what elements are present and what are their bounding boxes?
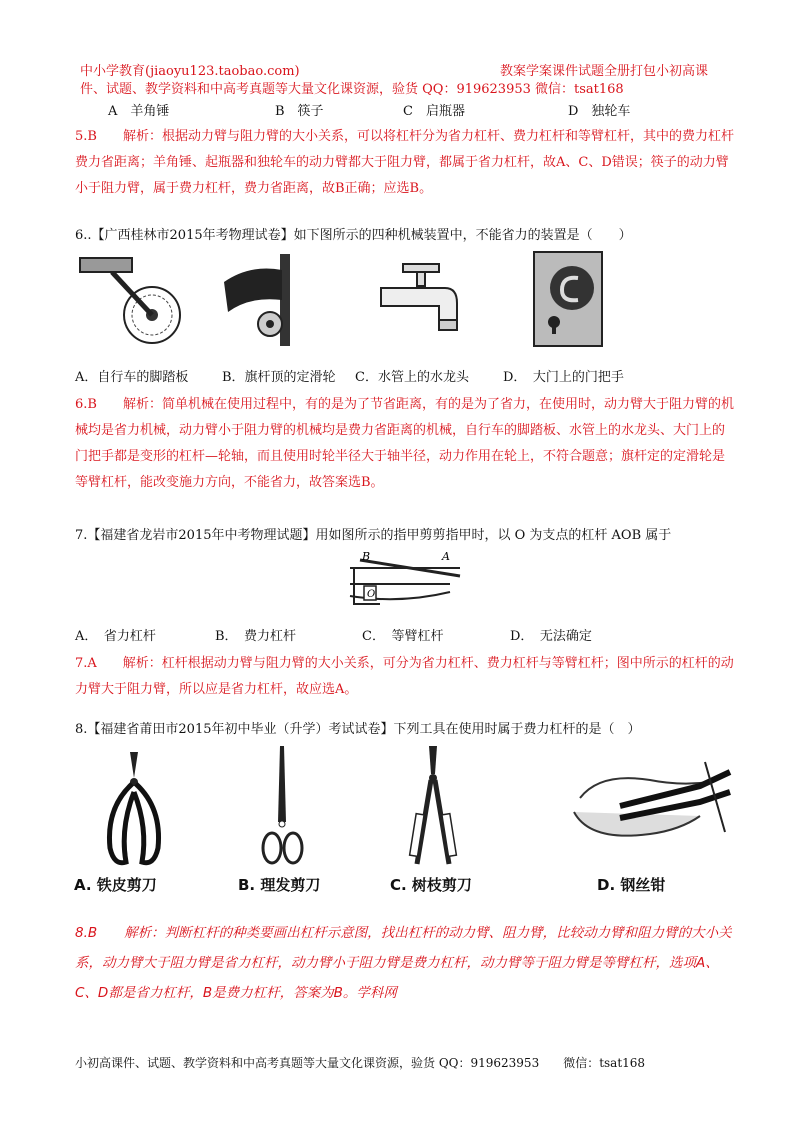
label-b: B — [362, 550, 371, 563]
q8-caption-d: D. 钢丝钳 — [597, 876, 666, 894]
q8-caption-a: A. 铁皮剪刀 — [74, 876, 157, 894]
hair-scissors-figure — [258, 744, 308, 869]
flagpole-pulley-figure — [220, 252, 305, 347]
q8-stem: 8.【福建省莆田市2015年初中毕业（升学）考试试卷】下列工具在使用时属于费力杠杆的是（ ） — [75, 722, 641, 737]
label-o: O — [367, 589, 376, 600]
q7-option-c: C． 等臂杠杆 — [362, 629, 444, 644]
nail-clipper-figure — [340, 548, 470, 616]
tin-snips-figure — [100, 748, 170, 868]
q8-caption-c: C. 树枝剪刀 — [390, 876, 472, 894]
q7-option-a: A． 省力杠杆 — [75, 629, 156, 644]
q5-option-d: D 独轮车 — [568, 104, 631, 119]
q7-option-b: B． 费力杠杆 — [215, 629, 297, 644]
door-handle-figure — [532, 250, 604, 348]
q5-option-c: C 启瓶器 — [403, 104, 465, 119]
branch-shears-figure — [405, 744, 460, 869]
footer-text: 小初高课件、试题、教学资料和中高考真题等大量文化课资源，验货 QQ：919623953 微信：tsat168 — [75, 1056, 646, 1070]
q6-stem: 6..【广西桂林市2015年考物理试卷】如下图所示的四种机械装置中，不能省力的装置是（ ） — [75, 228, 632, 243]
q8-answer: 8.B 解析：判断杠杆的种类要画出杠杆示意图，找出杠杆的动力臂、阻力臂，比较动力臂和阻力臂的大小关系，动力臂大于阻力臂是省力杠杆，动力臂小于阻力臂是费力杠杆，动力臂等于阻力臂是等臂杠杆，选项A、C、D都是省力杠杆，B是费力杠杆，答案为B。学科网 — [75, 925, 732, 1001]
q5-option-b: B 筷子 — [275, 104, 324, 119]
label-a: A — [442, 550, 450, 563]
q7-option-d: D． 无法确定 — [510, 629, 592, 644]
q7-stem: 7.【福建省龙岩市2015年中考物理试题】用如图所示的指甲剪剪指甲时，以 O 为支点的杠杆 AOB 属于 — [75, 528, 672, 543]
q6-option-a: A．自行车的脚踏板 — [75, 370, 189, 385]
wire-pliers-figure — [560, 752, 740, 857]
q6-option-c: C．水管上的水龙头 — [355, 370, 469, 385]
header-left: 中小学教育(jiaoyu123.taobao.com) — [80, 64, 300, 79]
bicycle-pedal-figure — [72, 250, 192, 350]
q6-option-b: B．旗杆顶的定滑轮 — [222, 370, 336, 385]
q5-option-a: A 羊角锤 — [108, 104, 170, 119]
header-line2: 件、试题、教学资料和中高考真题等大量文化课资源，验货 QQ：919623953 微信：tsat168 — [80, 82, 624, 97]
q5-answer: 5.B 解析：根据动力臂与阻力臂的大小关系，可以将杠杆分为省力杠杆、费力杠杆和等臂杠杆，其中的费力杠杆费力省距离；羊角锤、起瓶器和独轮车的动力臂都大于阻力臂，都属于省力杠杆，故A、C、D错误；筷子的动力臂小于阻力臂，属于费力杠杆，费力省距离，故B正确；应选B。 — [75, 129, 734, 196]
q7-answer: 7.A 解析：杠杆根据动力臂与阻力臂的大小关系，可分为省力杠杆、费力杠杆与等臂杠杆；图中所示的杠杆的动力臂大于阻力臂，所以应是省力杠杆，故应选A。 — [75, 656, 734, 697]
header-right: 教案学案课件试题全册打包小初高课 — [500, 64, 709, 79]
q6-answer: 6.B 解析：简单机械在使用过程中，有的是为了节省距离，有的是为了省力，在使用时，动力臂大于阻力臂的机械均是省力机械，动力臂小于阻力臂的机械均是费力省距离的机械，自行车的脚踏板、水管上的水龙头、大门上的门把手都是变形的杠杆—轮轴，而且使用时轮半径大于轴半径，动力作用在轮上，不符合题意；旗杆定的定滑轮是等臂杠杆，能改变施力方向，不能省力，故答案选B。 — [75, 397, 734, 490]
q6-option-d: D． 大门上的门把手 — [503, 370, 624, 385]
water-tap-figure — [375, 258, 465, 343]
q8-caption-b: B. 理发剪刀 — [238, 876, 321, 894]
